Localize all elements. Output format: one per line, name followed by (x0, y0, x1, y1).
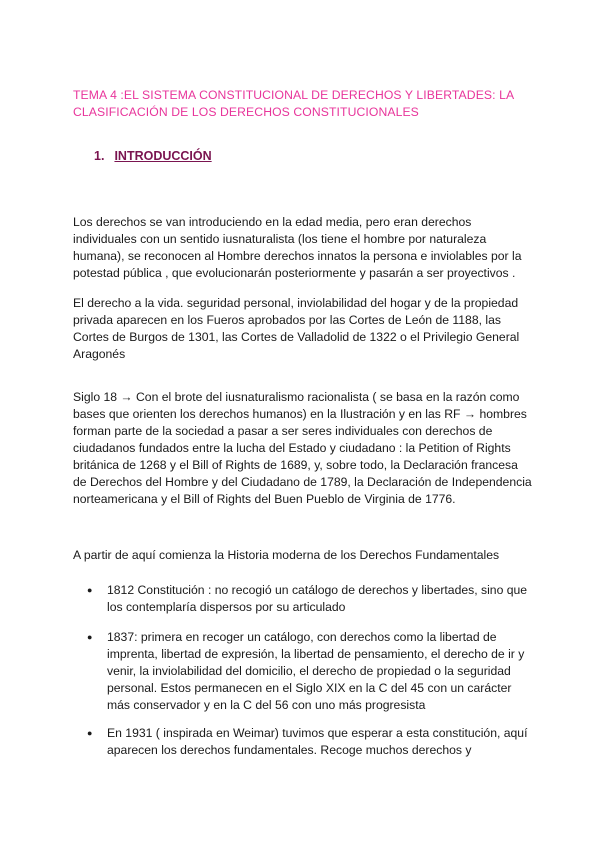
list-item-text: 1812 Constitución : no recogió un catálogo de derechos y libertades, sino que los contemplaría dispersos por su articulado (107, 583, 528, 614)
list-item (87, 725, 533, 759)
document-title: TEMA 4 :EL SISTEMA CONSTITUCIONAL DE DERECHOS Y LIBERTADES: LA CLASIFICACIÓN DE LOS DERECHOS CONSTITUCIONALES (73, 88, 514, 119)
list-item-text: En 1931 ( inspirada en Weimar) tuvimos que esperar a esta constitución, aquí aparecen los derechos fundamentales. Recoge muchos derechos y (107, 726, 528, 757)
list-item (87, 582, 533, 616)
paragraph-fueros: El derecho a la vida. seguridad personal, inviolabilidad del hogar y de la propiedad privada aparecen en los Fueros aprobados por las Cortes de León de 1188, las Cortes de Burgos de 1301, las Cortes de Valladolid de 1322 o el Privilegio General Aragonés (73, 296, 520, 361)
paragraph-siglo-18: Siglo 18 → Con el brote del iusnaturalismo racionalista ( se basa en la razón como bases que orienten los derechos humanos) en la Ilustración y en las RF → hombres forman parte de la sociedad a pasar a ser seres individuales con derechos de ciudadanos fundados entre la lucha del Estado y ciudadano : la Petition of Rights británica de 1268 y el Bill of Rights de 1689, y, sobre todo, la Declaración francesa de Derechos del Hombre y del Ciudadano de 1789, la Declaración de Independencia norteamericana y el Bill of Rights del Buen Pueblo de Virginia de 1776. (73, 390, 532, 506)
section-number: 1. (94, 149, 105, 163)
bullet-dot-icon: ● (87, 585, 93, 595)
section-heading-text: INTRODUCCIÓN (114, 149, 212, 163)
list-item-text: 1837: primera en recoger un catálogo, con derechos como la libertad de imprenta, libertad de expresión, la libertad de pensamiento, el derecho de ir y venir, la inviolabilidad del domicilio, el derecho de propiedad o la seguridad personal. Estos permanecen en el Siglo XIX en la C del 45 con un carácter más conservador y en la C del 56 con uno más progresista (107, 630, 525, 712)
section-heading (94, 149, 212, 163)
bullet-dot-icon: ● (87, 632, 93, 642)
bullet-dot-icon: ● (87, 728, 93, 738)
paragraph-historia-moderna: A partir de aquí comienza la Historia moderna de los Derechos Fundamentales (73, 548, 500, 562)
paragraph-intro: Los derechos se van introduciendo en la edad media, pero eran derechos individuales con un sentido iusnaturalista (los tiene el hombre por naturaleza humana), se reconocen al Hombre derechos innatos la persona e inviolables por la potestad pública , que evolucionarán posteriormente y pasarán a ser proyectivos . (73, 215, 522, 280)
list-item (87, 629, 533, 714)
